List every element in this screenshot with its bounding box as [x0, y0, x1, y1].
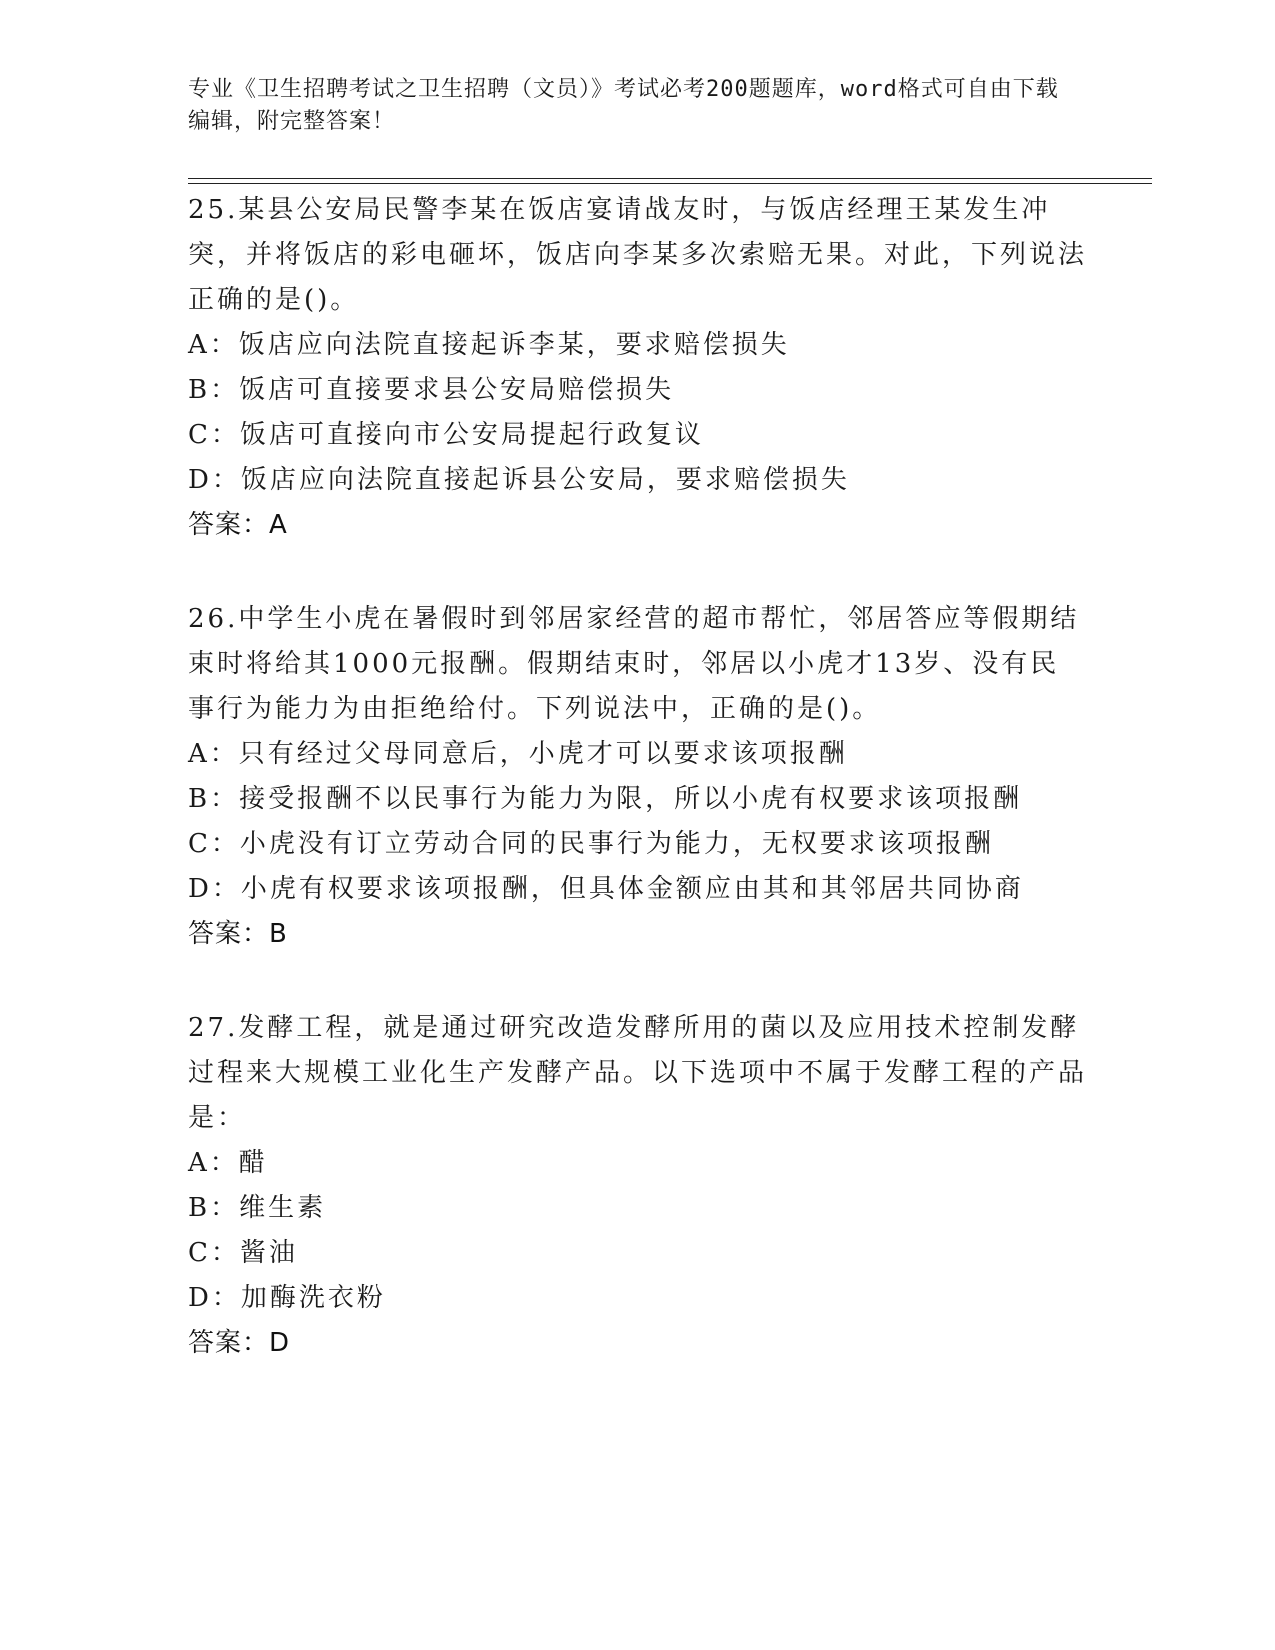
- answer-line: 答案：D: [188, 1328, 291, 1358]
- question-25: [188, 188, 1088, 548]
- header-double-rule: [188, 178, 1152, 184]
- option-b: B：接受报酬不以民事行为能力为限，所以小虎有权要求该项报酬: [188, 784, 1023, 814]
- question-stem: 26.中学生小虎在暑假时到邻居家经营的超市帮忙，邻居答应等假期结束时将给其1000元报酬。假期结束时，邻居以小虎才13岁、没有民事行为能力为由拒绝给付。下列说法中，正确的是()。: [188, 604, 1080, 724]
- question-stem: 27.发酵工程，就是通过研究改造发酵所用的菌以及应用技术控制发酵过程来大规模工业化生产发酵产品。以下选项中不属于发酵工程的产品是：: [188, 1013, 1088, 1133]
- option-c: C：酱油: [188, 1238, 298, 1268]
- option-b: B：维生素: [188, 1193, 327, 1223]
- option-b: B：饭店可直接要求县公安局赔偿损失: [188, 375, 675, 405]
- option-d: D：饭店应向法院直接起诉县公安局，要求赔偿损失: [188, 465, 850, 495]
- question-stem: 25.某县公安局民警李某在饭店宴请战友时，与饭店经理王某发生冲突，并将饭店的彩电砸坏，饭店向李某多次索赔无果。对此，下列说法正确的是()。: [188, 195, 1088, 315]
- question-27: [188, 1006, 1088, 1366]
- option-a: A：只有经过父母同意后，小虎才可以要求该项报酬: [188, 739, 848, 769]
- option-a: A：醋: [188, 1148, 268, 1178]
- option-c: C：小虎没有订立劳动合同的民事行为能力，无权要求该项报酬: [188, 829, 994, 859]
- header-note: 专业《卫生招聘考试之卫生招聘（文员）》考试必考200题题库，word格式可自由下载编辑，附完整答案！: [188, 77, 1059, 134]
- answer-line: 答案：A: [188, 510, 288, 540]
- option-d: D：加酶洗衣粉: [188, 1283, 386, 1313]
- question-26: [188, 597, 1088, 957]
- option-a: A：饭店应向法院直接起诉李某，要求赔偿损失: [188, 330, 790, 360]
- option-d: D：小虎有权要求该项报酬，但具体金额应由其和其邻居共同协商: [188, 874, 1024, 904]
- answer-line: 答案：B: [188, 919, 288, 949]
- option-c: C：饭店可直接向市公安局提起行政复议: [188, 420, 704, 450]
